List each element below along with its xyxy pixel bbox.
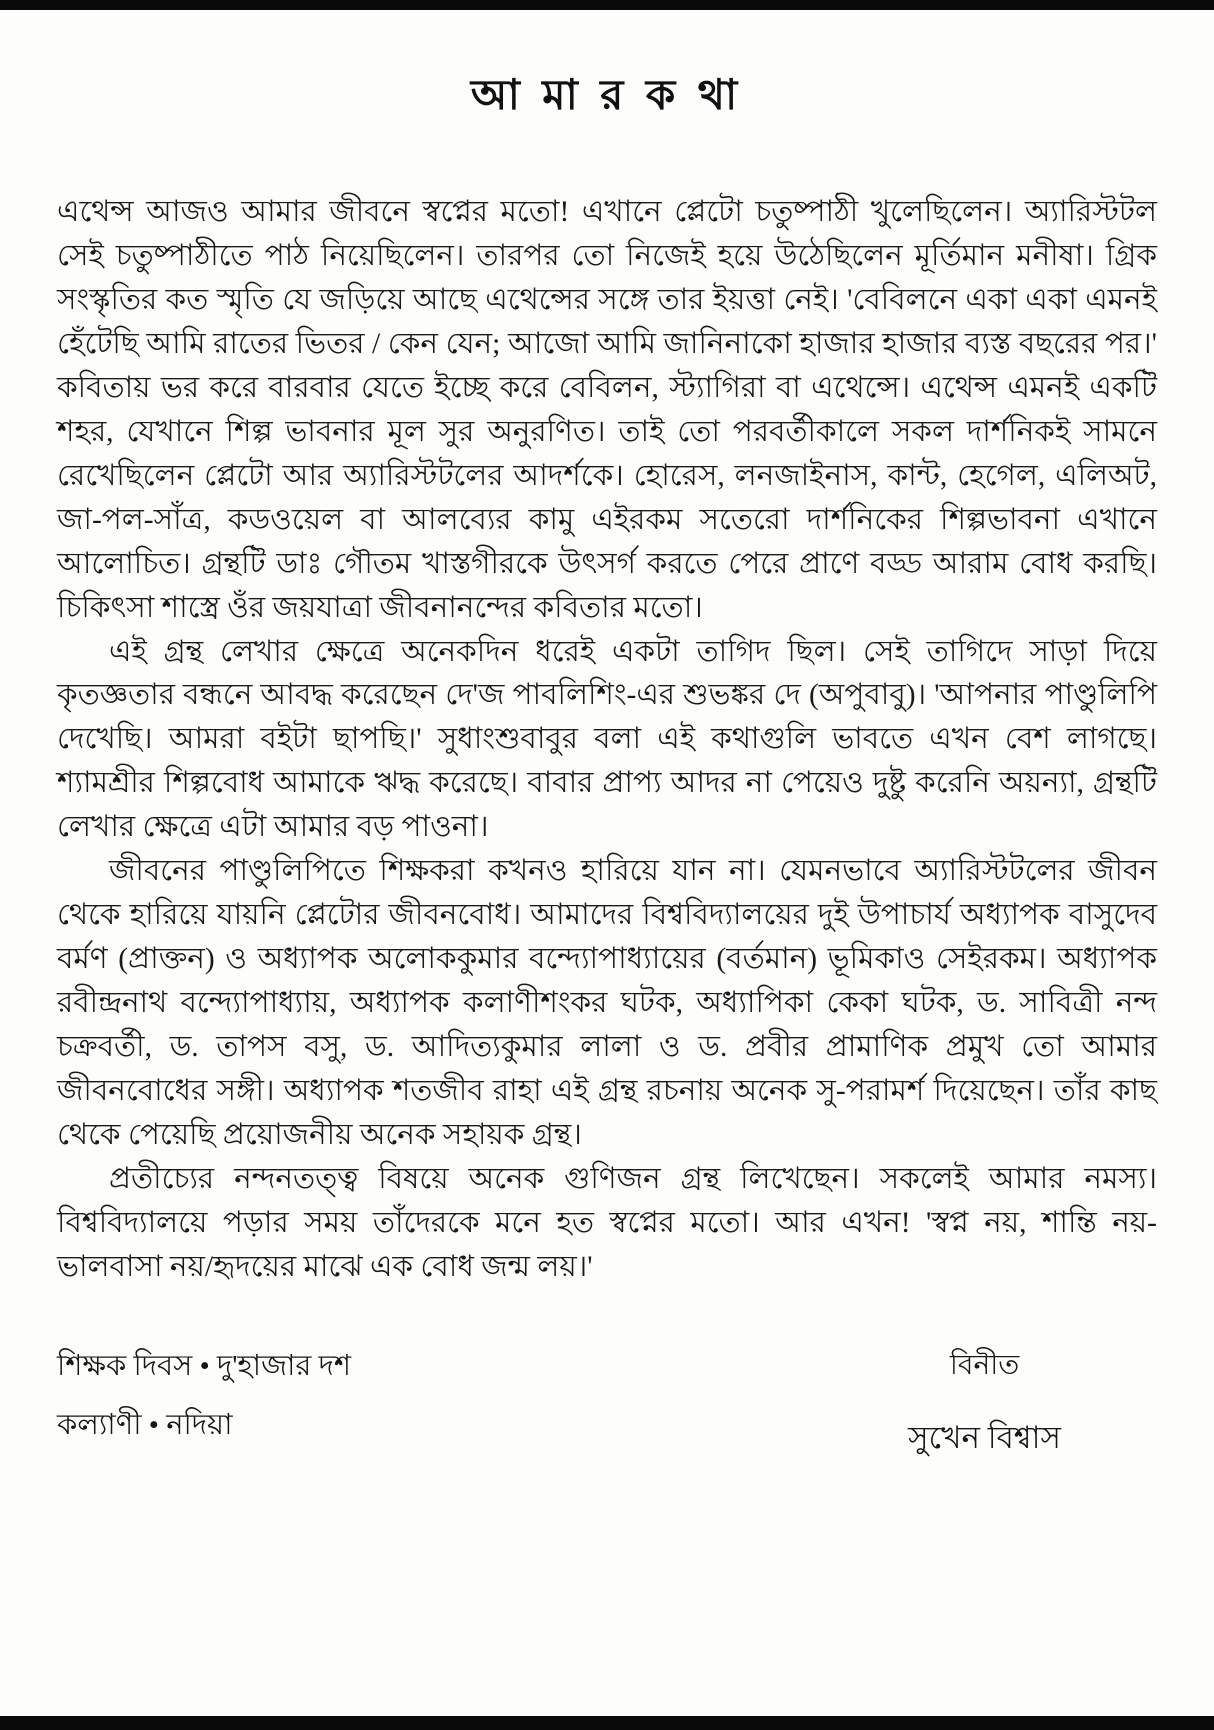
paragraph: প্রতীচ্যের নন্দনতত্ত্ব বিষয়ে অনেক গুণিজন গ্রন্থ লিখেছেন। সকলেই আমার নমস্য। বিশ্ববিদ্যালয়ে পড়ার সময় তাঁদেরকে মনে হত স্বপ্নের মতো। আর এখন! 'স্বপ্ন নয়, শান্তি নয়-ভালবাসা নয়/হৃদয়ের মাঝে এক বোধ জন্ম লয়।'	[57, 1162, 1157, 1283]
footer-author: সুখেন বিশ্বাস	[908, 1420, 1061, 1455]
body-text	[57, 191, 1157, 1290]
footer-right	[908, 1352, 1157, 1453]
footer-signoff: বিনীত	[949, 1350, 1020, 1381]
footer-place-line: কল্যাণী • নদিয়া	[57, 1409, 233, 1441]
footer	[57, 1352, 1157, 1453]
page-title: আ মা র ক থা	[470, 73, 744, 119]
footer-date-line: শিক্ষক দিবস • দু'হাজার দশ	[57, 1350, 352, 1382]
paragraph: জীবনের পাণ্ডুলিপিতে শিক্ষকরা কখনও হারিয়ে যান না। যেমনভাবে অ্যারিস্টটলের জীবন থেকে হারিয়ে যায়নি প্লেটোর জীবনবোধ। আমাদের বিশ্ববিদ্যালয়ের দুই উপাচার্য অধ্যাপক বাসুদেব বর্মণ (প্রাক্তন) ও অধ্যাপক অলোককুমার বন্দ্যোপাধ্যায়ের (বর্তমান) ভূমিকাও সেইরকম। অধ্যাপক রবীন্দ্রনাথ বন্দ্যোপাধ্যায়, অধ্যাপক কলাণীশংকর ঘটক, অধ্যাপিকা কেকা ঘটক, ড. সাবিত্রী নন্দ চক্রবর্তী, ড. তাপস বসু, ড. আদিত্যকুমার লালা ও ড. প্রবীর প্রামাণিক প্রমুখ তো আমার জীবনবোধের সঙ্গী। অধ্যাপক শতজীব রাহা এই গ্রন্থ রচনায় অনেক সু-পরামর্শ দিয়েছেন। তাঁর কাছ থেকে পেয়েছি প্রয়োজনীয় অনেক সহায়ক গ্রন্থ।	[57, 855, 1157, 1152]
paragraph: এই গ্রন্থ লেখার ক্ষেত্রে অনেকদিন ধরেই একটা তাগিদ ছিল। সেই তাগিদে সাড়া দিয়ে কৃতজ্ঞতার বন্ধনে আবদ্ধ করেছেন দে'জ পাবলিশিং-এর শুভঙ্কর দে (অপুবাবু)। 'আপনার পাণ্ডুলিপি দেখেছি। আমরা বইটা ছাপছি।' সুধাংশুবাবুর বলা এই কথাগুলি ভাবতে এখন বেশ লাগছে। শ্যামশ্রীর শিল্পবোধ আমাকে ঋদ্ধ করেছে। বাবার প্রাপ্য আদর না পেয়েও দুষ্টু করেনি অয়ন্যা, গ্রন্থটি লেখার ক্ষেত্রে এটা আমার বড় পাওনা।	[57, 635, 1157, 844]
scan-edge-bottom	[0, 1716, 1214, 1730]
scan-edge-top	[0, 0, 1214, 10]
paragraph: এথেন্স আজও আমার জীবনে স্বপ্নের মতো! এখানে প্লেটো চতুষ্পাঠী খুলেছিলেন। অ্যারিস্টটল সেই চতুষ্পাঠীতে পাঠ নিয়েছিলেন। তারপর তো নিজেই হয়ে উঠেছিলেন মূর্তিমান মনীষা। গ্রিক সংস্কৃতির কত স্মৃতি যে জড়িয়ে আছে এথেন্সের সঙ্গে তার ইয়ত্তা নেই। 'বেবিলনে একা একা এমনই হেঁটেছি আমি রাতের ভিতর / কেন যেন; আজো আমি জানিনাকো হাজার হাজার ব্যস্ত বছরের পর।' কবিতায় ভর করে বারবার যেতে ইচ্ছে করে বেবিলন, স্ট্যাগিরা বা এথেন্সে। এথেন্স এমনই একটি শহর, যেখানে শিল্প ভাবনার মূল সুর অনুরণিত। তাই তো পরবর্তীকালে সকল দার্শনিকই সামনে রেখেছিলেন প্লেটো আর অ্যারিস্টটলের আদর্শকে। হোরেস, লনজাইনাস, কান্ট, হেগেল, এলিঅট, জা-পল-সাঁত্র, কডওয়েল বা আলব্যের কামু এইরকম সতেরো দার্শনিকের শিল্পভাবনা এখানে আলোচিত। গ্রন্থটি ডাঃ গৌতম খাস্তগীরকে উৎসর্গ করতে পেরে প্রাণে বড্ড আরাম বোধ করছি। চিকিৎসা শাস্ত্রে ওঁর জয়যাত্রা জীবনানন্দের কবিতার মতো।	[57, 196, 1157, 624]
page-content	[57, 62, 1157, 1290]
footer-left	[57, 1352, 351, 1440]
